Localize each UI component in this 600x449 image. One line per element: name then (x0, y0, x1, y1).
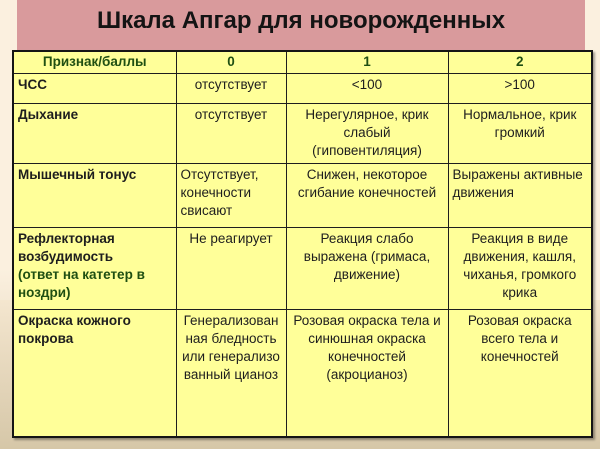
score-0-cell: отсутствует (176, 73, 286, 103)
header-score-2: 2 (448, 51, 592, 73)
apgar-score-table (12, 50, 593, 438)
score-2-cell: Нормальное, крик громкий (448, 103, 592, 163)
table-row (13, 73, 592, 103)
score-2-cell: Реакция в виде движения, кашля, чиханья, громкого крика (448, 227, 592, 309)
table-row (13, 103, 592, 163)
table-header-row (13, 51, 592, 73)
table-row (13, 163, 592, 227)
slide-title: Шкала Апгар для новорожденных (96, 7, 506, 34)
sign-cell: Дыхание (13, 103, 176, 163)
sign-label: Рефлекторная возбудимость (18, 230, 115, 264)
score-2-cell: >100 (448, 73, 592, 103)
sign-cell: Окраска кожного покрова (13, 309, 176, 437)
score-1-cell: Нерегулярное, крик слабый (гиповентиляция) (286, 103, 448, 163)
score-2-cell: Розовая окраска всего тела и конечностей (448, 309, 592, 437)
sign-cell: ЧСС (13, 73, 176, 103)
score-0-cell: Не реагирует (176, 227, 286, 309)
score-0-cell: Отсутствует, конечности свисают (176, 163, 286, 227)
score-1-cell: Розовая окраска тела и синюшная окраска конечностей (акроцианоз) (286, 309, 448, 437)
score-1-cell: Реакция слабо выражена (гримаса, движение) (286, 227, 448, 309)
table-row (13, 227, 592, 309)
score-0-cell: отсутствует (176, 103, 286, 163)
score-1-cell: Снижен, некоторое сгибание конечностей (286, 163, 448, 227)
score-1-cell: <100 (286, 73, 448, 103)
header-sign: Признак/баллы (13, 51, 176, 73)
sign-cell: Мышечный тонус (13, 163, 176, 227)
score-2-cell: Выражены активные движения (448, 163, 592, 227)
score-0-cell: Генерализованная бледность или генерализованный цианоз (176, 309, 286, 437)
header-score-0: 0 (176, 51, 286, 73)
table-row (13, 309, 592, 437)
sign-cell (13, 227, 176, 309)
header-score-1: 1 (286, 51, 448, 73)
sign-note: (ответ на катетер в ноздри) (18, 266, 145, 300)
